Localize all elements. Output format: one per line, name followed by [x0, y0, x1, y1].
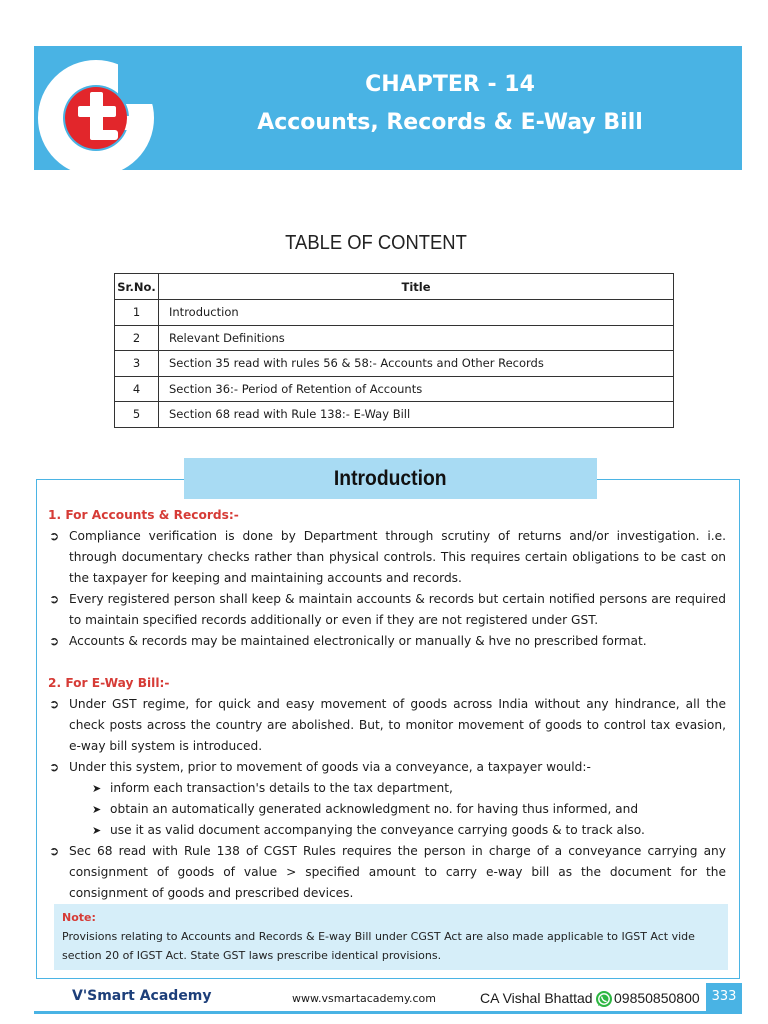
note-box — [54, 904, 728, 970]
arrow-circle-right-icon: ➲ — [49, 697, 60, 711]
list-item: ➲ Accounts & records may be maintained electronically or manually & hve no prescribed format. — [48, 631, 726, 652]
triangle-right-icon: ➤ — [92, 803, 102, 816]
toc-row-title[interactable]: Introduction — [159, 300, 674, 326]
toc-row[interactable] — [115, 325, 674, 351]
list-item: ➲ Compliance verification is done by Department through scrutiny of returns and/or investigation. i.e. through documentary checks rather than physical controls. This requires certain obligations to be cast on the taxpayer for keeping and maintaining accounts and records. — [48, 526, 726, 589]
introduction-content — [48, 505, 726, 904]
page-number: 333 — [706, 983, 742, 1011]
arrow-circle-right-icon: ➲ — [49, 592, 60, 606]
toc-table — [114, 273, 674, 428]
introduction-heading: Introduction — [334, 467, 447, 490]
toc-row[interactable] — [115, 402, 674, 428]
toc-row[interactable] — [115, 376, 674, 402]
section-heading-eway: 2. For E-Way Bill:- — [48, 676, 170, 690]
toc-header-row — [115, 274, 674, 300]
note-label: Note: — [62, 911, 96, 924]
toc-col-title: Title — [159, 274, 674, 300]
section-heading-accounts: 1. For Accounts & Records:- — [48, 508, 239, 522]
toc-row[interactable] — [115, 351, 674, 377]
sub-list-item: ➤ use it as valid document accompanying the conveyance carrying goods & to track also. — [48, 820, 726, 841]
toc-row-title[interactable]: Section 36:- Period of Retention of Accounts — [159, 376, 674, 402]
toc-heading: TABLE OF CONTENT — [285, 232, 467, 254]
chapter-title: Accounts, Records & E-Way Bill — [257, 110, 643, 135]
arrow-circle-right-icon: ➲ — [49, 634, 60, 648]
toc-col-srno: Sr.No. — [115, 274, 159, 300]
triangle-right-icon: ➤ — [92, 824, 102, 837]
list-item: ➲ Sec 68 read with Rule 138 of CGST Rules requires the person in charge of a conveyance carrying any consignment of goods of value > specified amount to carry e-way bill as the document for the consignment of goods and prescribed devices. — [48, 841, 726, 904]
introduction-banner — [184, 458, 597, 499]
toc-row-sr: 5 — [115, 402, 159, 428]
academy-logo — [34, 46, 162, 170]
arrow-circle-right-icon: ➲ — [49, 760, 60, 774]
whatsapp-icon — [595, 990, 613, 1008]
arrow-circle-right-icon: ➲ — [49, 844, 60, 858]
arrow-circle-right-icon: ➲ — [49, 529, 60, 543]
sub-list-item: ➤ obtain an automatically generated acknowledgment no. for having thus informed, and — [48, 799, 726, 820]
toc-row[interactable] — [115, 300, 674, 326]
note-text: Provisions relating to Accounts and Records & E-way Bill under CGST Act are also made applicable to IGST Act vide section 20 of IGST Act. State GST laws prescribe identical provisions. — [62, 930, 695, 962]
list-item: ➲ Every registered person shall keep & maintain accounts & records but certain notified persons are required to maintain specified records additionally or even if they are not registered under GST. — [48, 589, 726, 631]
footer-divider — [34, 1011, 742, 1014]
sub-list-item: ➤ inform each transaction's details to the tax department, — [48, 778, 726, 799]
toc-row-sr: 4 — [115, 376, 159, 402]
triangle-right-icon: ➤ — [92, 782, 102, 795]
list-item: ➲ Under this system, prior to movement of goods via a conveyance, a taxpayer would:- — [48, 757, 726, 778]
toc-row-title[interactable]: Section 68 read with Rule 138:- E-Way Bill — [159, 402, 674, 428]
footer-academy-name: V'Smart Academy — [72, 988, 212, 1004]
chapter-number: CHAPTER - 14 — [365, 72, 535, 97]
footer-author: CA Vishal Bhattad — [480, 990, 593, 1006]
footer-phone[interactable]: 09850850800 — [614, 990, 700, 1006]
footer-website-link[interactable]: www.vsmartacademy.com — [292, 992, 436, 1005]
list-item: ➲ Under GST regime, for quick and easy movement of goods across India without any hindrance, all the check posts across the country are abolished. But, to monitor movement of goods to control tax evasion, e-way bill system is introduced. — [48, 694, 726, 757]
toc-row-title[interactable]: Section 35 read with rules 56 & 58:- Accounts and Other Records — [159, 351, 674, 377]
toc-row-sr: 1 — [115, 300, 159, 326]
toc-row-title[interactable]: Relevant Definitions — [159, 325, 674, 351]
toc-row-sr: 3 — [115, 351, 159, 377]
toc-row-sr: 2 — [115, 325, 159, 351]
